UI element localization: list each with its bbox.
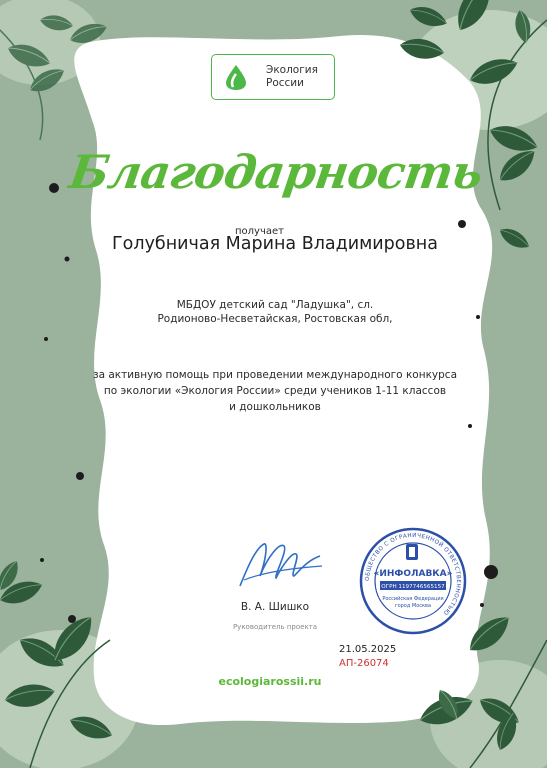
logo-text bbox=[266, 64, 318, 90]
stamp-country: Российская Федерация bbox=[382, 596, 444, 602]
stamp-ogrn: ОГРН 1197746565157 bbox=[381, 584, 445, 590]
description-line-3: и дошкольников bbox=[229, 401, 321, 413]
organization-line-2: Родионово-Несветайская, Ростовская обл, bbox=[157, 313, 393, 325]
receives-label: получает bbox=[235, 226, 284, 237]
stamp-city: город Москва bbox=[394, 603, 432, 609]
logo-badge bbox=[211, 54, 335, 100]
issue-date: 21.05.2025 bbox=[339, 644, 397, 655]
signature-icon bbox=[234, 536, 324, 594]
website-link[interactable]: ecologiarossii.ru bbox=[218, 675, 322, 688]
signer-role: Руководитель проекта bbox=[232, 623, 318, 631]
logo-line-1: Экология bbox=[266, 64, 318, 76]
signer-name: В. А. Шишко bbox=[240, 601, 310, 613]
recipient-name: Голубничая Марина Владимировна bbox=[112, 234, 438, 254]
leaf-drop-icon bbox=[222, 63, 250, 91]
organization-line-1: МБДОУ детский сад "Ладушка", сл. bbox=[176, 299, 374, 311]
logo-line-2: России bbox=[266, 77, 304, 89]
certificate-title: Благодарность bbox=[66, 145, 486, 199]
certificate-number: АП-26074 bbox=[339, 658, 389, 669]
stamp-ring-text: ОБЩЕСТВО С ОГРАНИЧЕННОЙ ОТВЕТСТВЕННОСТЬЮ bbox=[364, 532, 462, 616]
stamp-org: «ИНФОЛАВКА» bbox=[373, 569, 453, 579]
description-line-1: за активную помощь при проведении международного конкурса bbox=[92, 369, 458, 381]
heading-wrap bbox=[66, 132, 486, 212]
stamp-seal bbox=[358, 526, 468, 636]
description-line-2: по экологии «Экология России» среди учеников 1-11 классов bbox=[103, 385, 447, 397]
